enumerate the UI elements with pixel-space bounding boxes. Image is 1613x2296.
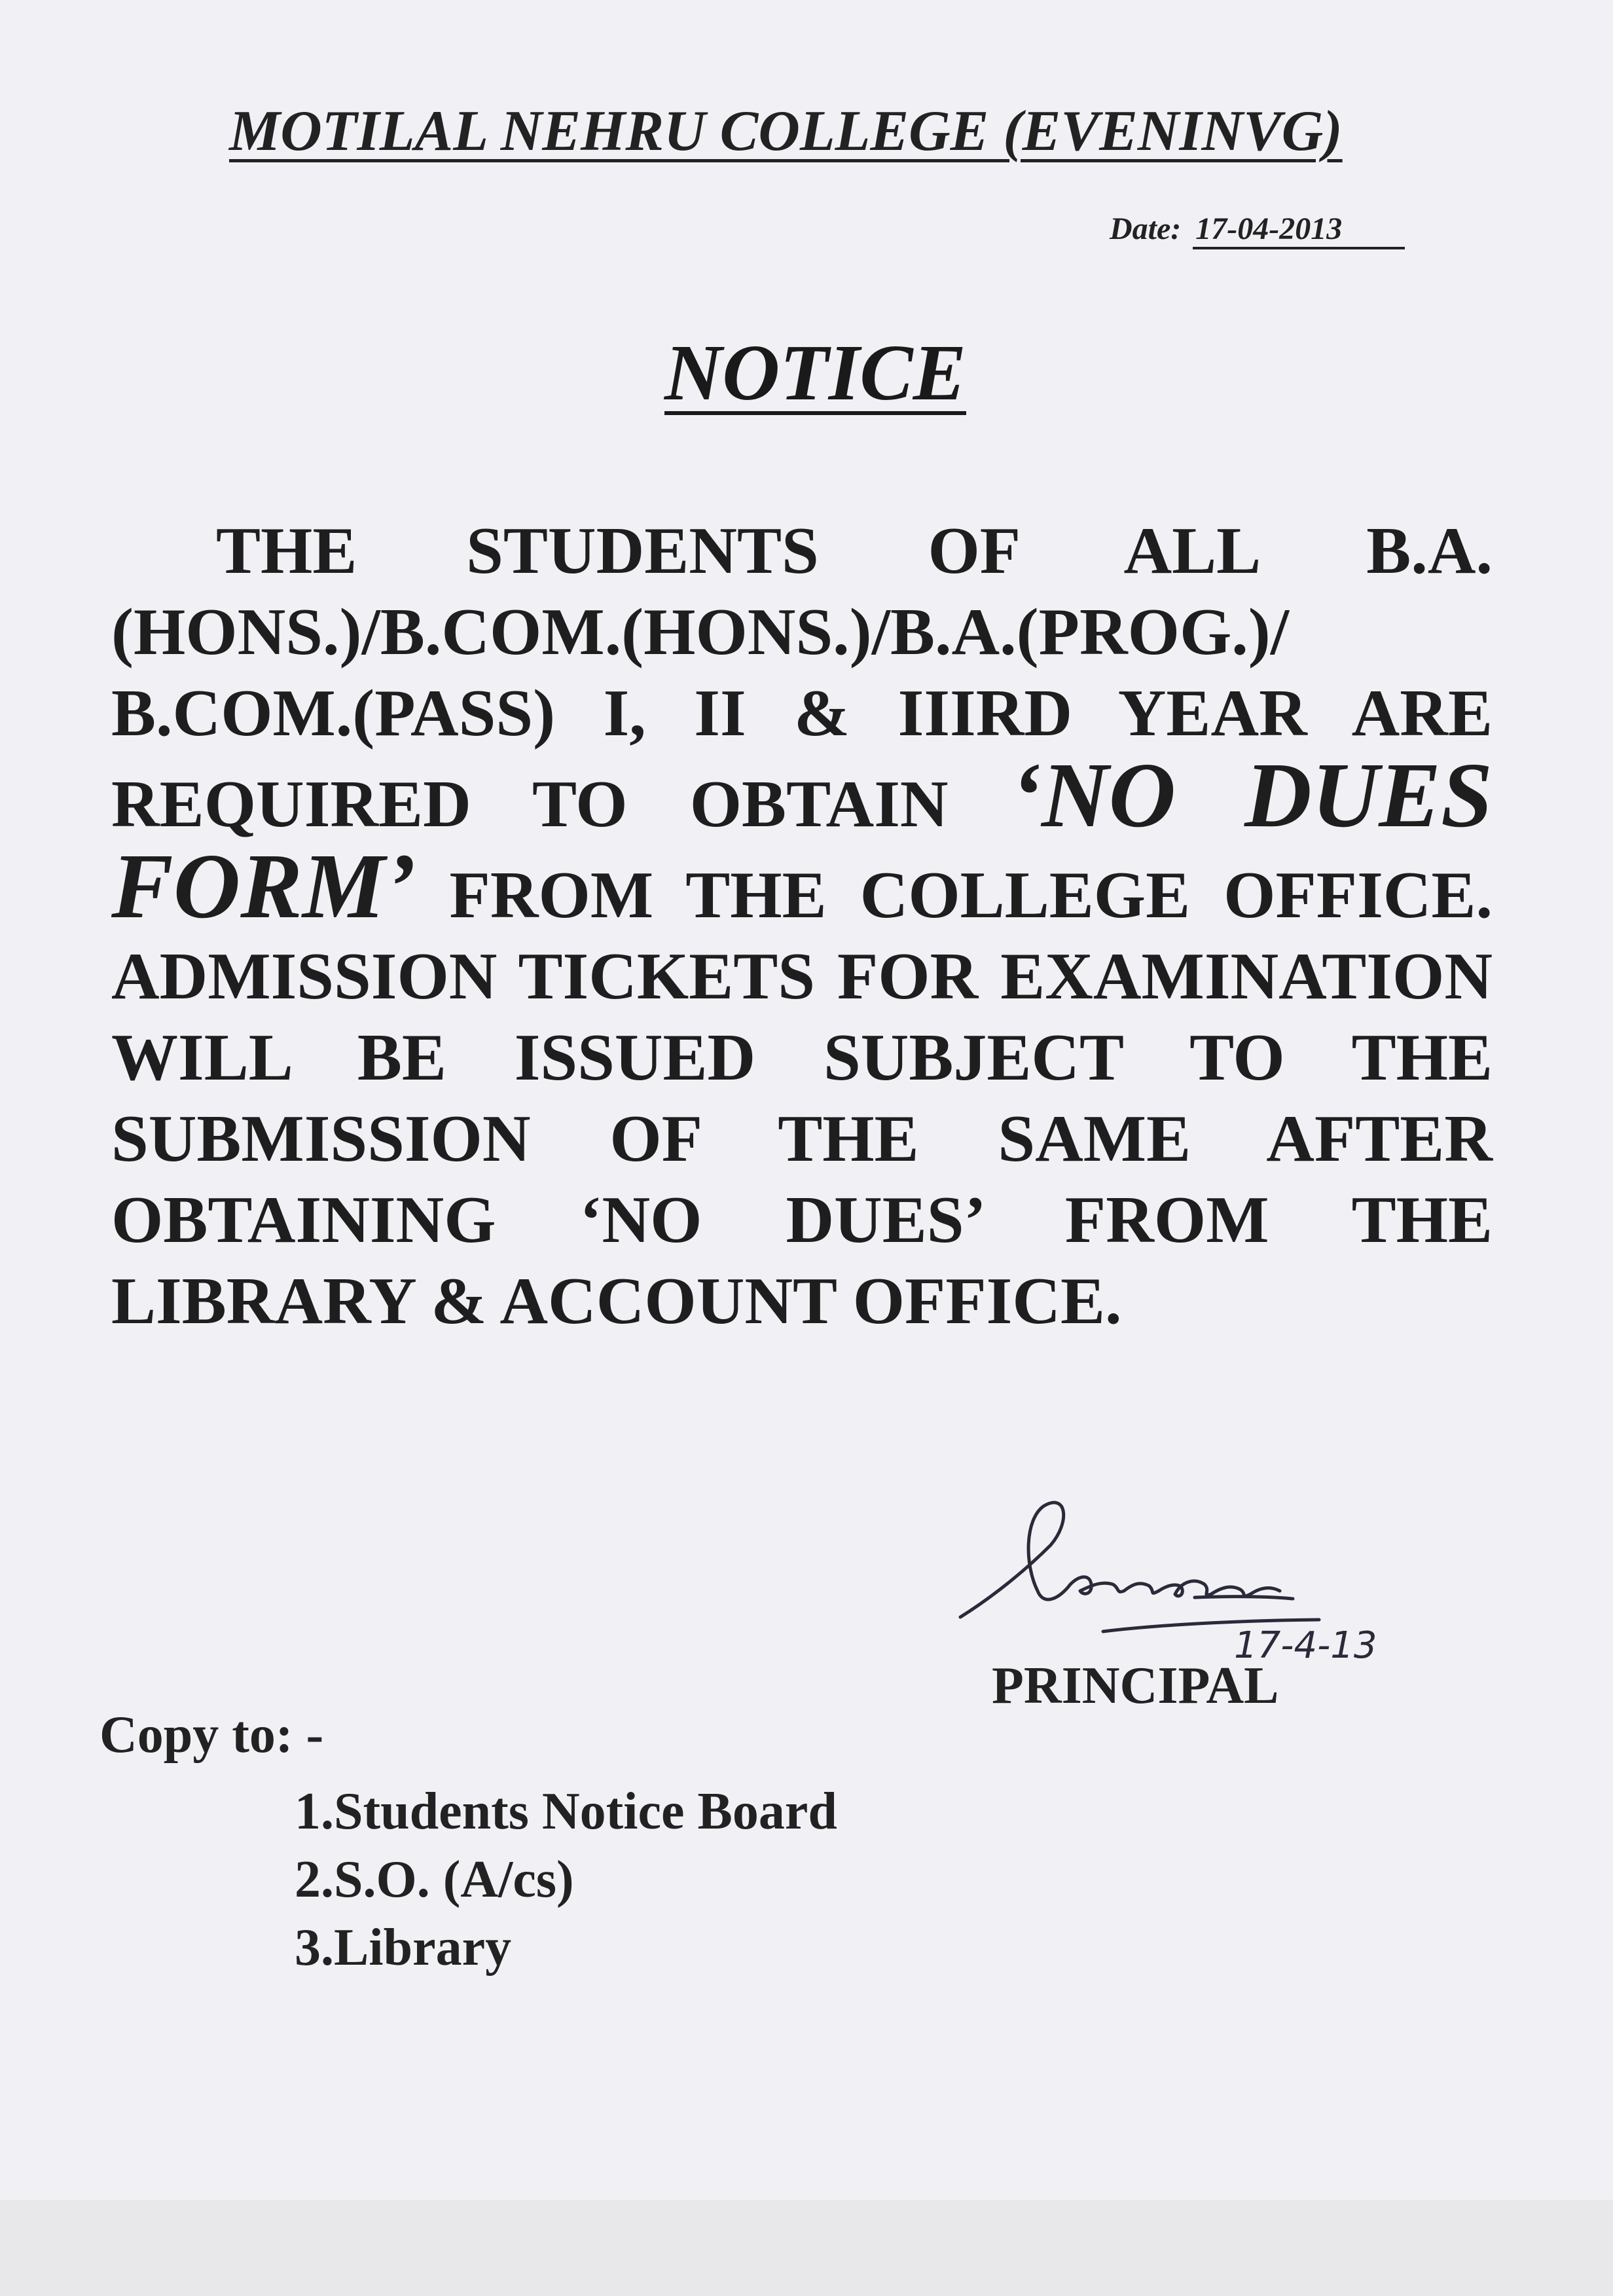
principal-designation: PRINCIPAL	[992, 1657, 1279, 1715]
date-value: 17-04-2013	[1193, 211, 1405, 249]
notice-title: NOTICE	[664, 329, 966, 417]
notice-body	[111, 511, 1493, 1342]
college-name: MOTILAL NEHRU COLLEGE (EVENINVG)	[229, 100, 1343, 163]
list-item: 2.S.O. (A/cs)	[295, 1851, 574, 1908]
list-item: 3.Library	[295, 1919, 512, 1977]
notice-body-part1: THE STUDENTS OF ALL B.A. (HONS.)/B.COM.(HONS.)/B.A.(PROG.)/ B.COM.(PASS) I, II & IIIRD YEAR ARE REQUIRED TO OBTAIN	[111, 514, 1493, 841]
notice-body-part2: FROM THE COLLEGE OFFICE. ADMISSION TICKETS FOR EXAMINATION WILL BE ISSUED SUBJECT TO THE SUBMISSION OF THE SAME AFTER OBTAINING ‘NO DUES’ FROM THE LIBRARY & ACCOUNT OFFICE.	[111, 858, 1493, 1338]
signature-date: 17-4-13	[1234, 1624, 1377, 1667]
date-label: Date:	[1110, 211, 1182, 246]
date-line	[1110, 211, 1405, 249]
copy-to-list	[295, 1777, 837, 1982]
notice-body-emphasis: ‘NO DUES FORM’	[111, 743, 1493, 938]
principal-signature	[952, 1486, 1424, 1683]
list-item: 1.Students Notice Board	[295, 1783, 837, 1840]
copy-to-label: Copy to: -	[100, 1706, 324, 1764]
